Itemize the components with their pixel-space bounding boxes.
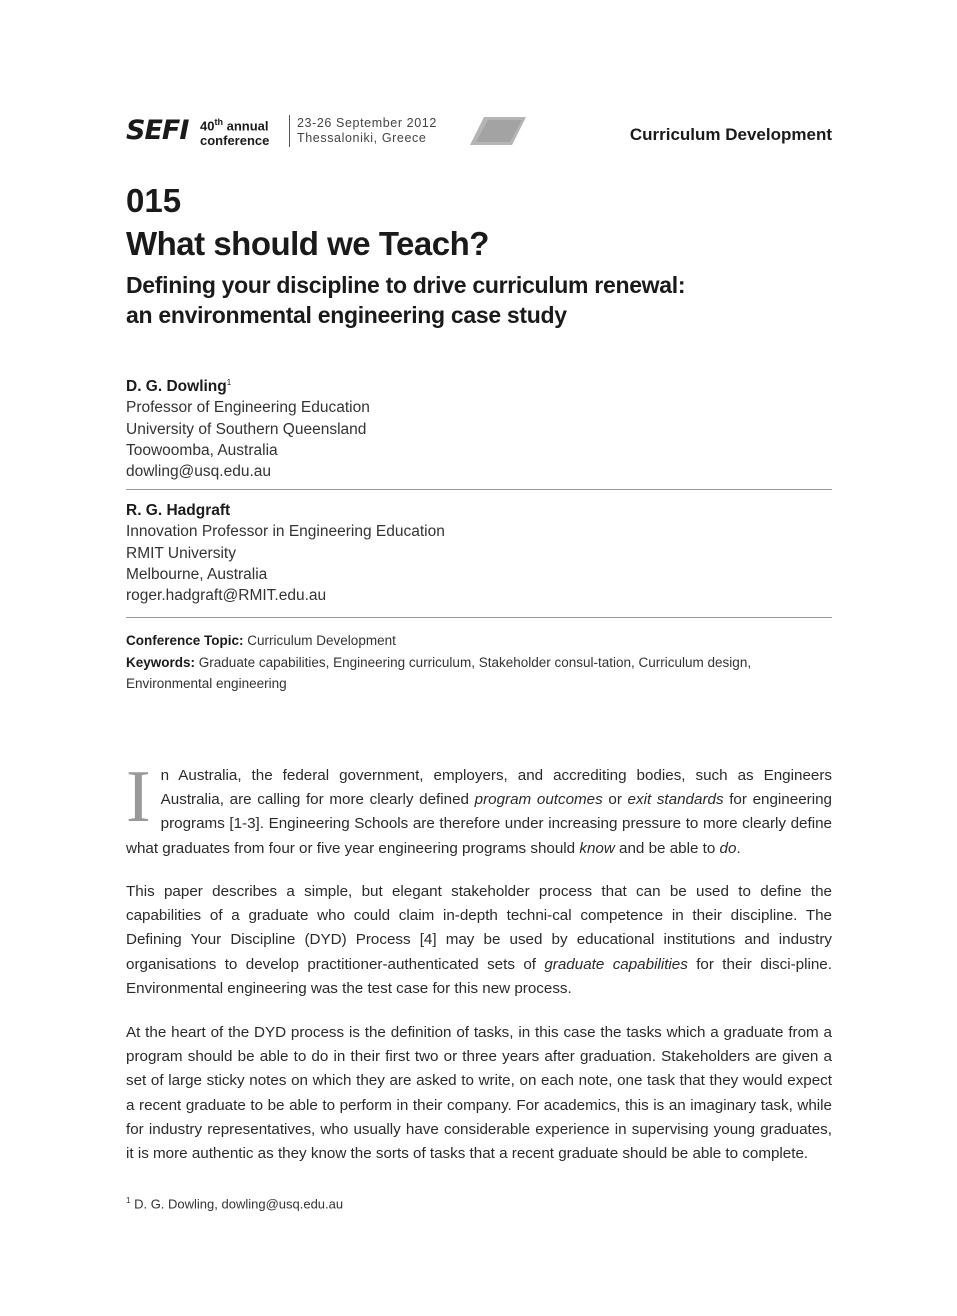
body-paragraph-2 (126, 880, 832, 1001)
author-institution: University of Southern Queensland (126, 420, 367, 438)
text-run: or (602, 791, 628, 809)
topic-value: Curriculum Development (247, 633, 396, 648)
page-header (126, 113, 832, 153)
author-block-2 (126, 500, 445, 606)
conference-dates: 23-26 September 2012 (297, 116, 437, 130)
emphasis: do (719, 839, 737, 857)
emphasis: program outcomes (474, 791, 603, 809)
body-paragraph-1 (126, 756, 832, 861)
conference-annual: annual (226, 118, 269, 134)
author-name (126, 372, 370, 397)
keywords-label: Keywords: (126, 654, 196, 670)
text-run: for engineering programs [1-3]. Engineering Schools are therefore under increasing pressure to more clearly define what graduates from four or five year engineering programs should (126, 791, 832, 857)
subtitle-line-2: an environmental engineering case study (126, 302, 567, 328)
paper-title: What should we Teach? (126, 225, 489, 262)
author-block-1 (126, 372, 370, 483)
emphasis: graduate capabilities (544, 955, 688, 973)
text-run: and be able to (614, 839, 720, 857)
sefi-logo: SEFI (126, 115, 189, 146)
text-run: n Australia, the federal government, employers, and accrediting bodies, such as Engineers Australia, are calling for more clearly defined (160, 767, 832, 809)
drop-cap: I (126, 756, 151, 838)
conference-topic (126, 630, 832, 652)
paper-meta (126, 630, 832, 695)
paper-subtitle (126, 270, 826, 330)
emphasis: exit standards (627, 791, 724, 809)
author-city: Melbourne, Australia (126, 565, 268, 583)
conference-number: 40 (200, 118, 215, 134)
author-city: Toowoomba, Australia (126, 442, 278, 460)
footnote-text: D. G. Dowling, dowling@usq.edu.au (134, 1196, 344, 1212)
emphasis: know (579, 839, 615, 857)
author-institution: RMIT University (126, 544, 236, 562)
conference-word: conference (200, 133, 270, 149)
topic-label: Conference Topic: (126, 633, 244, 648)
footnote-mark: 1 (126, 1196, 131, 1205)
author-divider (126, 489, 832, 490)
footnote (126, 1196, 343, 1211)
body-paragraph-3: At the heart of the DYD process is the definition of tasks, in this case the tasks which a graduate from a program should be able to do in their first two or three years after graduation. Stakeholders are given a set of large sticky notes on which they are asked to write, on each note, one task that they would expect a recent graduate to be able to perform in their company. For academics, this is an imaginary task, while for industry representatives, who usually have considerable experience in supervising young graduates, it is more authentic as they know the sorts of tasks that a recent graduate should be able to complete. (126, 1024, 832, 1163)
footnote-mark: 1 (226, 378, 232, 387)
paper-number: 015 (126, 182, 182, 219)
decorative-stripe-icon (470, 117, 526, 145)
text-run: This paper describes a simple, but elegant stakeholder process that can be used to define the capabilities of a graduate who could claim in-depth techni-cal competence in their discipline. The Defining Your Discipline (DYD) Process [4] may be used by educational institutions and industry organisations to develop practitioner-authenticated sets of (126, 883, 832, 973)
conference-dates-location (297, 116, 437, 146)
author-name-text: D. G. Dowling (126, 378, 227, 396)
author-email: dowling@usq.edu.au (126, 463, 272, 481)
subtitle-line-1: Defining your discipline to drive curriculum renewal: (126, 272, 686, 298)
header-divider (289, 115, 290, 147)
conference-number-suffix: th (214, 117, 223, 127)
conference-location: Thessaloniki, Greece (297, 131, 427, 145)
author-role: Innovation Professor in Engineering Education (126, 523, 445, 541)
keywords (126, 652, 832, 695)
meta-divider (126, 617, 832, 618)
text-run: for their disci-pline. Environmental engineering was the test case for this new process. (126, 955, 832, 997)
keywords-value: Graduate capabilities, Engineering curriculum, Stakeholder consul-tation, Curriculum design, Environmental engineering (126, 654, 752, 691)
author-role: Professor of Engineering Education (126, 399, 370, 417)
text-run: . (736, 839, 741, 857)
section-label: Curriculum Development (629, 125, 832, 144)
conference-edition (200, 115, 269, 148)
author-name: R. G. Hadgraft (126, 502, 231, 519)
author-email: roger.hadgraft@RMIT.edu.au (126, 587, 327, 605)
